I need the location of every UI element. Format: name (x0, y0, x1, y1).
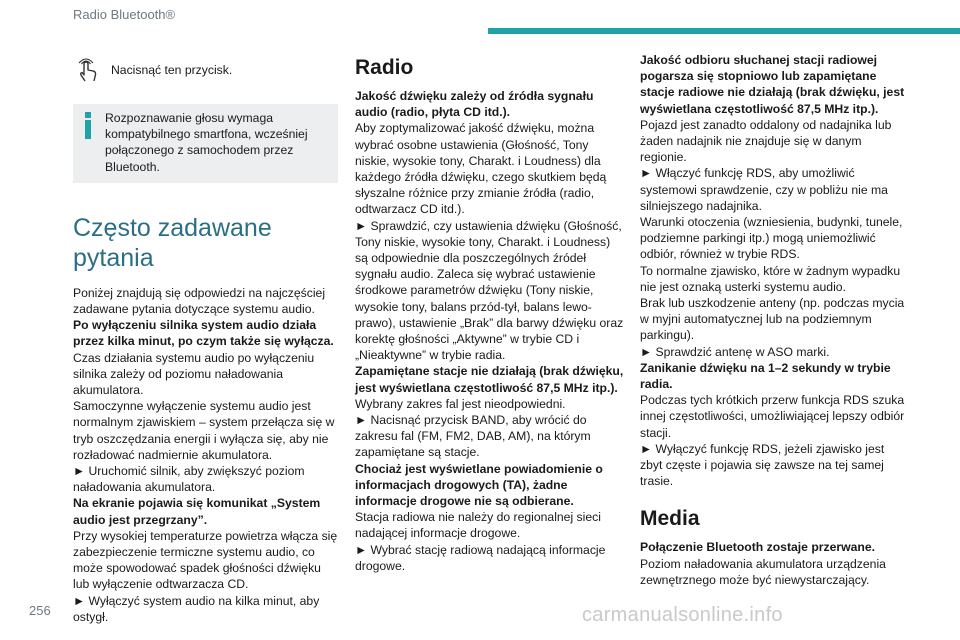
media-heading: Media (640, 507, 700, 531)
answer: Brak lub uszkodzenie anteny (np. podczas mycia w myjni automatycznej lub na podziemnym parkingu). (640, 296, 905, 343)
finger-touch-icon (73, 56, 103, 86)
answer: To normalne zjawisko, które w żadnym wypadku nie jest oznaką usterki systemu audio. (640, 263, 901, 294)
question: Zapamiętane stacje nie działają (brak dźwięku, jest wyświetlana częstotliwość 87,5 MHz itp.). (355, 364, 624, 395)
info-note (73, 104, 338, 183)
answer: Poziom naładowania akumulatora urządzenia zewnętrznego może być niewystarczający. (640, 556, 886, 587)
question: Chociaż jest wyświetlane powiadomienie o informacjach drogowych (TA), żadne informacje drogowe nie są odbierane. (355, 461, 603, 509)
column-left (73, 52, 338, 625)
faq-intro: Poniżej znajdują się odpowiedzi na najczęściej zadawane pytania dotyczące systemu audio. (73, 285, 326, 317)
question: Jakość odbioru słuchanej stacji radiowej pogarsza się stopniowo lub zapamiętane stacje radiowe nie działają (brak dźwięku, jest wyświetlana częstotliwość 87,5 MHz itp.). (640, 53, 905, 116)
header-accent-bar (488, 28, 960, 34)
radio-heading: Radio (355, 56, 414, 79)
info-icon (81, 112, 95, 139)
column-right (640, 52, 908, 588)
page-number: 256 (29, 603, 51, 618)
answer: Pojazd jest zanadto oddalony od nadajnika lub żaden nadajnik nie znajduje się w danym regionie. (640, 117, 892, 165)
answer: Warunki otoczenia (wzniesienia, budynki, tunele, podziemne parkingi itp.) mogą uniemożliwić odbiór, również w trybie RDS. (640, 215, 903, 262)
answer: Aby zoptymalizować jakość dźwięku, można wybrać osobne ustawienia (Głośność, Tony niskie, wysokie tony, Charakt. i Loudness) dla każdego źródła dźwięku, czego skutkiem będą słyszalne różnice przy zmianie źródła (radio, odtwarzacz CD itd.). (355, 121, 607, 217)
action-step: ► Sprawdzić antenę w ASO marki. (640, 344, 830, 359)
touch-instruction (73, 56, 338, 86)
question: Po wyłączeniu silnika system audio działa przez kilka minut, po czym także się wyłącza. (73, 318, 334, 349)
answer: Czas działania systemu audio po wyłączeniu silnika zależy od poziomu naładowania akumulatora. (73, 350, 315, 398)
answer: Podczas tych krótkich przerw funkcja RDS szuka innej częstotliwości, umożliwiającej lepszy odbiór stacji. (640, 393, 905, 440)
action-step: ► Uruchomić silnik, aby zwiększyć poziom naładowania akumulatora. (73, 464, 305, 495)
watermark: carmanualsonline.info (582, 604, 783, 626)
running-header: Radio Bluetooth® (73, 7, 176, 22)
question: Jakość dźwięku zależy od źródła sygnału audio (radio, płyta CD itd.). (355, 89, 594, 120)
action-step: ► Wyłączyć funkcję RDS, jeżeli zjawisko jest zbyt częste i pojawia się zawsze na tej samej trasie. (640, 441, 885, 489)
faq-heading: Często zadawane pytania (73, 213, 272, 272)
action-step: ► Wyłączyć system audio na kilka minut, aby ostygł. (73, 593, 320, 624)
answer: Stacja radiowa nie należy do regionalnej sieci nadającej informacje drogowe. (355, 510, 601, 541)
action-step: ► Sprawdzić, czy ustawienia dźwięku (Głośność, Tony niskie, wysokie tony, Charakt. i Loudness) są odpowiednie dla poszczególnych źródeł sygnału audio. Zaleca się wybrać ustawienie środkowe parametrów dźwięku (Tony niskie, wysokie tony, balans przód-tył, balans lewo-prawo), ustawienie „Brak” dla barwy dźwięku oraz korektę głośności „Aktywne” w trybie CD i „Nieaktywne” w trybie radia. (355, 218, 624, 363)
info-note-text: Rozpoznawanie głosu wymaga kompatybilnego smartfona, wcześniej połączonego z samochodem przez Bluetooth. (105, 111, 308, 174)
action-step: ► Włączyć funkcję RDS, aby umożliwić systemowi sprawdzenie, czy w pobliżu nie ma silniejszego nadajnika. (640, 166, 888, 213)
question: Połączenie Bluetooth zostaje przerwane. (640, 540, 876, 555)
answer: Przy wysokiej temperaturze powietrza włącza się zabezpieczenie termiczne systemu audio, co może spowodować spadek głośności dźwięku lub wyłączenie odtwarzacza CD. (73, 528, 338, 592)
question: Zanikanie dźwięku na 1–2 sekundy w trybie radia. (640, 360, 891, 392)
answer: Samoczynne wyłączenie systemu audio jest normalnym zjawiskiem – system przełącza się w tryb oszczędzania energii i wyłącza się, aby nie rozładować nadmiernie akumulatora. (73, 399, 335, 462)
touch-instruction-text: Nacisnąć ten przycisk. (111, 63, 233, 77)
column-middle (355, 52, 625, 574)
action-step: ► Wybrać stację radiową nadającą informacje drogowe. (355, 542, 606, 573)
answer: Wybrany zakres fal jest nieodpowiedni. (355, 396, 566, 411)
action-step: ► Nacisnąć przycisk BAND, aby wrócić do zakresu fal (FM, FM2, DAB, AM), na którym zapamiętane są stacje. (355, 413, 591, 460)
question: Na ekranie pojawia się komunikat „System audio jest przegrzany”. (73, 496, 321, 527)
